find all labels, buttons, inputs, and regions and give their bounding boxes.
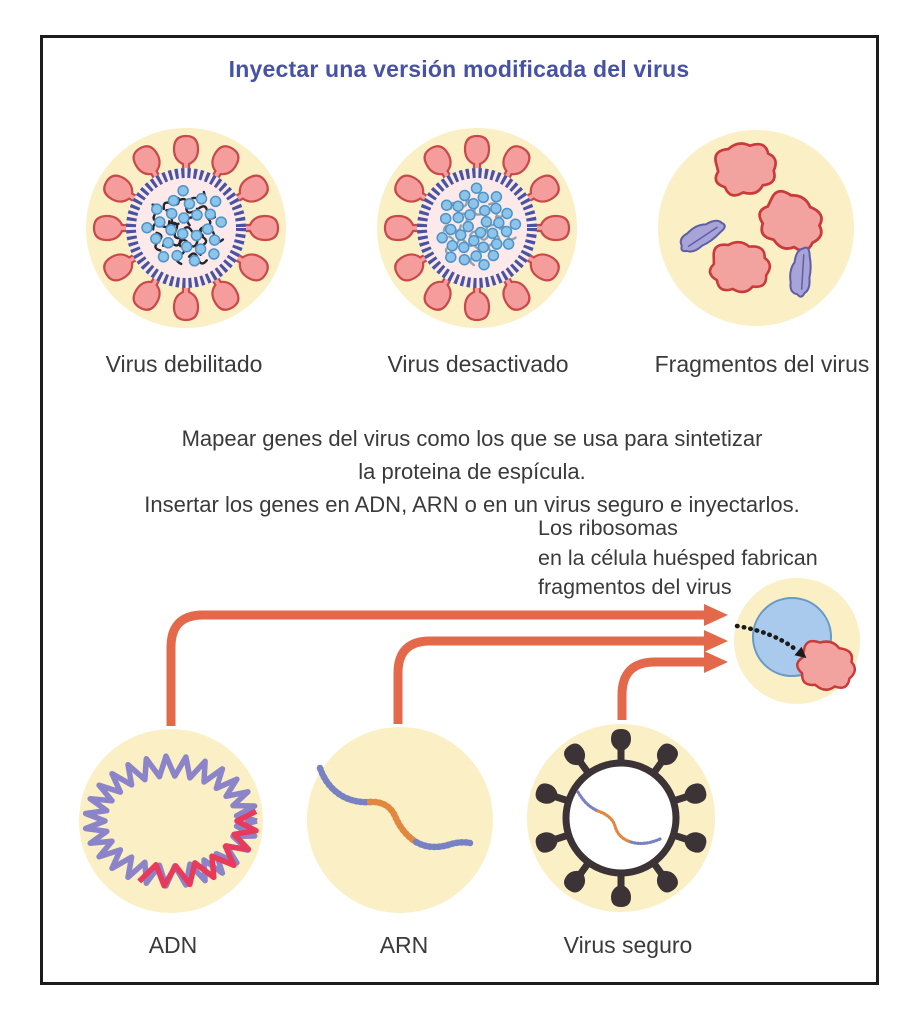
instructions-text <box>26 422 918 521</box>
label-deactivated-virus: Virus desactivado <box>387 351 569 377</box>
arrowhead-icon <box>704 651 728 673</box>
diagram-title: Inyectar una versión modificada del virus <box>228 56 690 82</box>
ribosome-note <box>538 514 888 603</box>
instructions-line3: Insertar los genes en ADN, ARN o en un virus seguro e inyectarlos. <box>144 492 800 517</box>
ribosome-note-line2: en la célula huésped fabrican <box>538 545 818 570</box>
arrowhead-icon <box>704 604 728 626</box>
weakened-virus-illustration <box>86 128 286 328</box>
label-virus-seguro: Virus seguro <box>563 932 693 958</box>
virus-fragments-illustration <box>658 130 854 326</box>
safe-virus-illustration <box>527 724 715 912</box>
deactivated-virus-illustration <box>377 128 577 328</box>
arrowhead-icon <box>704 630 728 652</box>
arrow-from-rna <box>398 641 708 724</box>
dna-plasmid-illustration <box>79 729 263 913</box>
ribosome-note-line1: Los ribosomas <box>538 516 678 540</box>
label-arn: ARN <box>379 932 429 958</box>
ribosome-note-line3: fragmentos del virus <box>538 575 732 599</box>
instructions-line2: la proteina de espícula. <box>358 459 586 484</box>
arrow-from-safe-virus <box>622 662 708 720</box>
instructions-line1: Mapear genes del virus como los que se usa para sintetizar <box>181 426 763 451</box>
label-virus-fragments: Fragmentos del virus <box>654 351 870 377</box>
label-adn: ADN <box>148 932 198 958</box>
label-weakened-virus: Virus debilitado <box>105 351 263 377</box>
safe-virus-body-icon <box>566 763 676 873</box>
rna-strand-illustration <box>307 727 493 913</box>
injection-arrows <box>171 604 728 726</box>
